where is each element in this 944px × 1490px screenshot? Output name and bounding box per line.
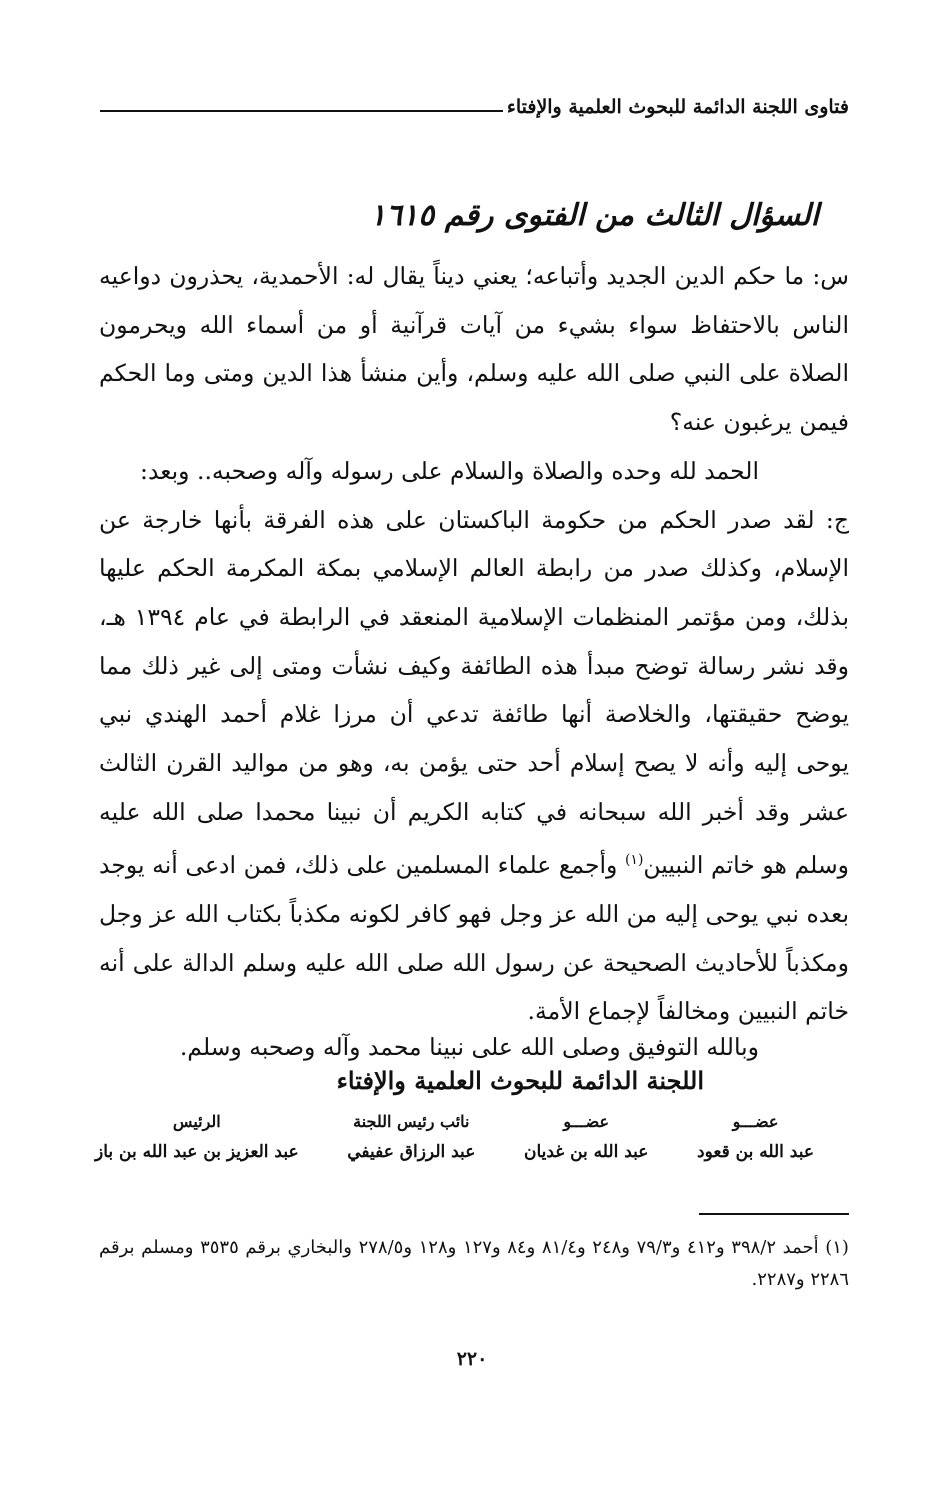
question-text: س: ما حكم الدين الجديد وأتباعه؛ يعني ديناً يقال له: الأحمدية، يحذرون دواعيه الناس بالاحتفاظ سواء بشيء من آيات قرآنية أو من أسماء الله ويحرمون الصلاة على النبي صلى الله عليه وسلم، وأين منشأ هذا الدين ومتى وما الحكم فيمن يرغبون عنه؟: [99, 262, 849, 437]
signature-role: الرئيس: [172, 1112, 221, 1131]
running-header: [100, 88, 849, 118]
question-title: السؤال الثالث من الفتوى رقم ١٦١٥: [369, 198, 819, 233]
footnote-text: (١) أحمد ٣٩٨/٢ و٤١٢ و٧٩/٣ و٢٤٨ و٨١/٤ و٨٤ و١٢٧ و١٢٨ و٢٧٨/٥ والبخاري برقم ٣٥٣٥ ومسلم برقم ٢٢٨٦ و٢٢٨٧.: [99, 1237, 849, 1290]
answer-text: ج: لقد صدر الحكم من حكومة الباكستان على هذه الفرقة بأنها خارجة عن الإسلام، وكذلك صدر من رابطة العالم الإسلامي بمكة المكرمة الحكم عليها بذلك، ومن مؤتمر المنظمات الإسلامية المنعقد في الرابطة في عام ١٣٩٤ هـ، وقد نشر رسالة توضح مبدأ هذه الطائفة وكيف نشأت ومتى إلى غير ذلك مما يوضح حقيقتها، والخلاصة أنها طائفة تدعي أن مرزا غلام أحمد الهندي نبي يوحى إليه وأنه لا يصح إسلام أحد حتى يؤمن به، وهو من مواليد القرن الثالث عشر وقد أخبر الله سبحانه في كتابه الكريم أن نبينا محمدا صلى الله عليه وسلم هو خاتم النبيين: [99, 505, 850, 880]
answer-paragraph: [99, 496, 849, 1037]
answer-text-continued: وأجمع علماء المسلمين على ذلك، فمن ادعى أنه يوجد بعده نبي يوحى إليه من الله عز وجل فهو كافر لكونه مكذباً بكتاب الله عز وجل ومكذباً للأحاديث الصحيحة عن رسول الله صلى الله عليه وسلم الدالة على أنه خاتم النبيين ومخالفاً لإجماع الأمة.: [99, 851, 849, 1026]
signature-chairman: [95, 1107, 299, 1167]
signature-role: عضـــو: [563, 1112, 610, 1131]
signature-member-2: [524, 1107, 648, 1167]
signature-name: عبد العزيز بن عبد الله بن باز: [95, 1142, 299, 1162]
footnote: [99, 1232, 849, 1296]
signature-role: عضـــو: [732, 1112, 779, 1131]
closing-block: [99, 1026, 849, 1068]
signatures: [95, 1107, 814, 1167]
signature-member-1: [697, 1107, 814, 1167]
question-paragraph: [99, 252, 849, 447]
signature-name: عبد الله بن قعود: [697, 1142, 814, 1162]
footnote-rule: [699, 1213, 849, 1215]
signature-name: عبد الله بن غديان: [523, 1142, 649, 1162]
opening-paragraph: الحمد لله وحده والصلاة والسلام على رسوله وآله وصحبه.. وبعد:: [140, 456, 759, 485]
page-number: ٢٢٠: [456, 1348, 488, 1370]
signature-name: عبد الرزاق عفيفي: [347, 1142, 476, 1162]
footnote-reference[interactable]: (١): [624, 852, 644, 869]
signature-deputy: [347, 1107, 475, 1167]
body-text: [99, 252, 849, 1036]
committee-name: اللجنة الدائمة للبحوث العلمية والإفتاء: [336, 1066, 704, 1095]
header-rule: [100, 110, 503, 112]
closing-line: وبالله التوفيق وصلى الله على نبينا محمد وآله وصحبه وسلم.: [179, 1033, 759, 1061]
signature-role: نائب رئيس اللجنة: [353, 1112, 470, 1131]
running-title: فتاوى اللجنة الدائمة للبحوث العلمية والإفتاء: [506, 96, 849, 118]
